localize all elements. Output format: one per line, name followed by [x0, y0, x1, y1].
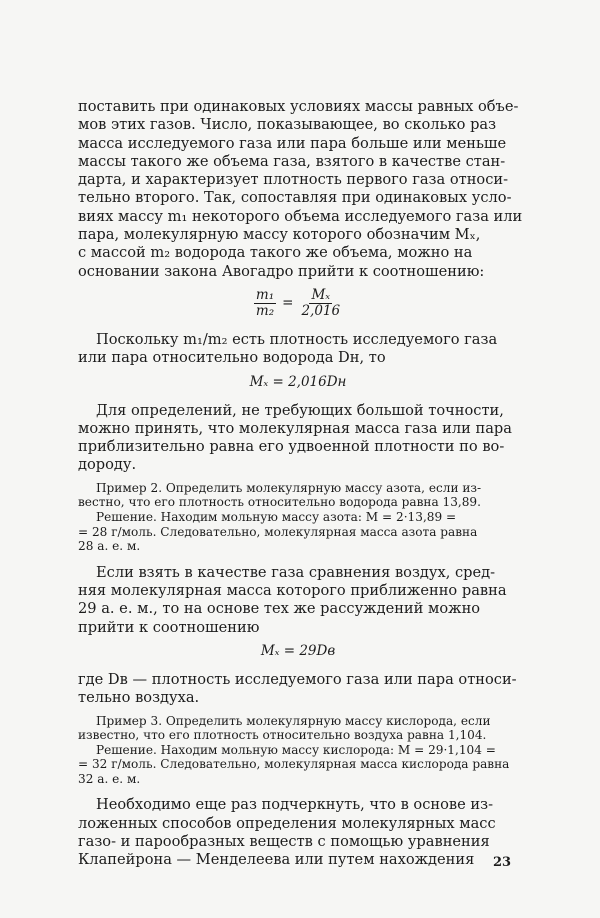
- text-line: массы такого же объема газа, взятого в качестве стан-: [78, 152, 506, 170]
- equals-sign: =: [282, 295, 294, 312]
- text-line: можно принять, что молекулярная масса газа или пара: [78, 419, 512, 437]
- text-line: = 32 г/моль. Следовательно, молекулярная масса кислорода равна: [78, 757, 510, 772]
- text-line: Поскольку m₁/m₂ есть плотность исследуемого газа: [96, 330, 498, 348]
- text-line: приблизительно равна его удвоенной плотности по во-: [78, 438, 505, 456]
- text-line: тельно второго. Так, сопоставляя при одинаковых усло-: [78, 189, 512, 207]
- example-3: [78, 714, 518, 787]
- paragraph-6: [78, 796, 518, 869]
- text-line: тельно воздуха.: [78, 689, 200, 707]
- page-number: 23: [493, 855, 512, 870]
- text-line: с массой m₂ водорода такого же объема, можно на: [78, 244, 473, 262]
- formula-air: Mₓ = 29Dв: [260, 642, 336, 659]
- text-line: масса исследуемого газа или пара больше или меньше: [78, 134, 507, 152]
- text-line: известно, что его плотность относительно воздуха равна 1,104.: [78, 728, 487, 743]
- paragraph-1: [78, 98, 523, 281]
- formula-hydrogen: Mₓ = 2,016Dн: [249, 373, 347, 390]
- text-line: виях массу m₁ некоторого объема исследуемого газа или: [78, 207, 523, 225]
- example-2: [78, 481, 518, 554]
- formula-avogadro: [78, 287, 518, 319]
- text-line: прийти к соотношению: [78, 618, 260, 636]
- text-line: Пример 2. Определить молекулярную массу азота, если из-: [96, 480, 482, 495]
- text-line: дороду.: [78, 456, 137, 474]
- paragraph-5: [78, 671, 518, 708]
- text-line: где Dв — плотность исследуемого газа или пара относи-: [78, 670, 517, 688]
- text-line: = 28 г/моль. Следовательно, молекулярная масса азота равна: [78, 524, 478, 539]
- text-line: Решение. Находим мольную массу кислорода: M = 29·1,104 =: [96, 742, 496, 757]
- paragraph-3: [78, 402, 518, 475]
- text-line: Клапейрона — Менделеева или путем нахождения: [78, 851, 475, 869]
- text-line: дарта, и характеризует плотность первого газа относи-: [78, 171, 509, 189]
- text-line: няя молекулярная масса которого приближенно равна: [78, 582, 507, 600]
- text-line: Если взять в качестве газа сравнения воздух, сред-: [96, 563, 496, 581]
- text-line: Решение. Находим мольную массу азота: M = 2·13,89 =: [96, 509, 457, 524]
- text-line: Для определений, не требующих большой точности,: [96, 401, 504, 419]
- fraction-left: $\frac{\text{m₁}}{\text{m₂}}$: [255, 286, 275, 319]
- text-line: Пример 3. Определить молекулярную массу кислорода, если: [96, 713, 491, 728]
- text-line: поставить при одинаковых условиях массы равных объе-: [78, 98, 519, 115]
- paragraph-2: [78, 331, 518, 368]
- text-line: основании закона Авогадро прийти к соотношению:: [78, 262, 485, 280]
- page-body: [78, 98, 523, 870]
- fraction-right: $\frac{\text{Mₓ}}{2,016}$: [301, 286, 341, 319]
- text-line: Необходимо еще раз подчеркнуть, что в основе из-: [96, 796, 494, 814]
- paragraph-4: [78, 564, 518, 637]
- text-line: вестно, что его плотность относительно водорода равна 13,89.: [78, 495, 481, 510]
- text-line: 28 а. е. м.: [78, 539, 141, 554]
- text-line: мов этих газов. Число, показывающее, во сколько раз: [78, 116, 497, 134]
- text-line: ложенных способов определения молекулярных масс: [78, 814, 496, 832]
- text-line: газо- и парообразных веществ с помощью уравнения: [78, 833, 490, 851]
- text-line: пара, молекулярную массу которого обозначим Mₓ,: [78, 226, 481, 244]
- text-line: 29 а. е. м., то на основе тех же рассуждений можно: [78, 600, 481, 618]
- text-line: 32 а. е. м.: [78, 771, 141, 786]
- text-line: или пара относительно водорода Dн, то: [78, 349, 386, 367]
